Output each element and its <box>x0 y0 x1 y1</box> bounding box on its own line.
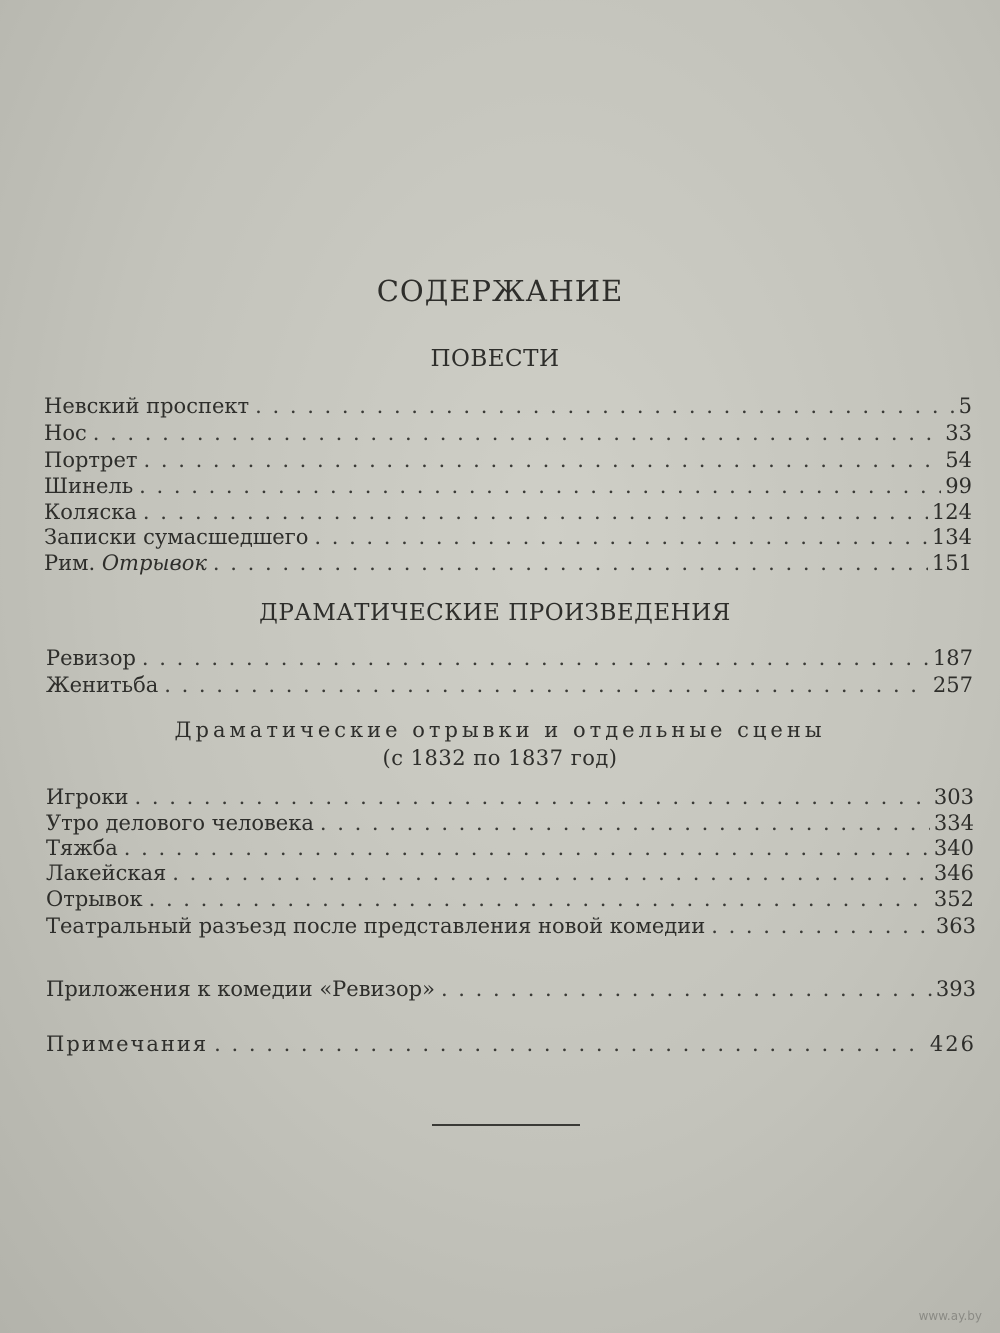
dot-leader <box>164 672 929 698</box>
section-title-fragments: Драматические отрывки и отдельные сцены <box>174 718 826 742</box>
toc-entry-page: 5 <box>958 394 972 418</box>
toc-entry-title <box>44 550 213 576</box>
toc-entry-page: 363 <box>935 914 976 938</box>
dot-leader <box>149 886 930 912</box>
toc-entry-page: 33 <box>945 421 972 445</box>
section-title-drama: ДРАМАТИЧЕСКИЕ ПРОИЗВЕДЕНИЯ <box>259 600 731 626</box>
toc-entry-page: 134 <box>931 525 972 549</box>
dot-leader <box>135 784 930 810</box>
toc-entry-page: 54 <box>945 448 972 472</box>
toc-entry-page: 124 <box>931 500 972 524</box>
closing-rule <box>432 1124 580 1126</box>
toc-entry-page: 187 <box>932 646 973 670</box>
toc-entry-title: Коляска <box>44 500 137 524</box>
toc-entry-title: Игроки <box>46 785 129 809</box>
toc-entry[interactable] <box>44 524 972 550</box>
toc-entry[interactable] <box>44 447 972 473</box>
toc-entry[interactable] <box>44 550 972 576</box>
dot-leader <box>143 499 928 525</box>
toc-entry-title: Записки сумасшедшего <box>44 525 309 549</box>
dot-leader <box>139 473 941 499</box>
dot-leader <box>172 860 930 886</box>
toc-entry-page: 151 <box>931 551 972 575</box>
dot-leader <box>124 835 930 861</box>
dot-leader <box>213 550 928 576</box>
watermark: www.ay.by <box>918 1309 982 1323</box>
toc-entry-title: Лакейская <box>46 861 167 885</box>
toc-entry-page: 99 <box>945 474 972 498</box>
toc-entry[interactable] <box>46 810 974 836</box>
toc-entry-page: 334 <box>933 811 974 835</box>
toc-entry-page: 257 <box>932 673 973 697</box>
toc-entry-title: Нос <box>44 421 87 445</box>
dot-leader <box>255 393 954 419</box>
toc-entry[interactable] <box>44 499 972 525</box>
toc-entry-page: 426 <box>929 1032 976 1056</box>
toc-entry[interactable] <box>46 976 976 1002</box>
toc-entry-title: Театральный разъезд после представления новой комедии <box>46 914 706 938</box>
toc-entry-title: Невский проспект <box>44 394 250 418</box>
toc-entry-page: 346 <box>933 861 974 885</box>
toc-entry-page: 393 <box>935 977 976 1001</box>
toc-entry-title: Ревизор <box>46 646 136 670</box>
toc-entry-title: Отрывок <box>46 887 143 911</box>
dot-leader <box>142 645 929 671</box>
toc-entry-title: Приложения к комедии «Ревизор» <box>46 977 435 1001</box>
toc-entry-title: Портрет <box>44 448 138 472</box>
toc-entry-title: Утро делового человека <box>46 811 314 835</box>
toc-entry-page: 340 <box>933 836 974 860</box>
toc-entry[interactable] <box>46 1031 976 1057</box>
dot-leader <box>441 976 932 1002</box>
toc-entry-title-italic: Отрывок <box>101 551 207 575</box>
toc-entry[interactable] <box>46 645 973 671</box>
dot-leader <box>214 1031 926 1057</box>
toc-entry-title: Шинель <box>44 474 134 498</box>
dot-leader <box>314 524 928 550</box>
toc-entry-title: Примечания <box>46 1032 209 1056</box>
section-subtitle-years: (с 1832 по 1837 год) <box>382 746 618 770</box>
toc-entry-title: Тяжба <box>46 836 118 860</box>
page-title: СОДЕРЖАНИЕ <box>376 274 624 308</box>
dot-leader <box>144 447 942 473</box>
toc-entry[interactable] <box>46 886 974 912</box>
toc-entry[interactable] <box>44 473 972 499</box>
dot-leader <box>711 913 932 939</box>
dot-leader <box>320 810 930 836</box>
section-title-povesti: ПОВЕСТИ <box>430 346 560 372</box>
toc-entry[interactable] <box>46 835 974 861</box>
toc-entry-title: Женитьба <box>46 673 159 697</box>
dot-leader <box>93 420 942 446</box>
toc-entry[interactable] <box>44 393 972 419</box>
toc-entry[interactable] <box>46 913 976 939</box>
toc-entry[interactable] <box>44 420 972 446</box>
toc-entry-page: 352 <box>933 887 974 911</box>
toc-entry-title-prefix: Рим. <box>44 551 96 575</box>
toc-entry-page: 303 <box>933 785 974 809</box>
toc-entry[interactable] <box>46 672 973 698</box>
toc-entry[interactable] <box>46 784 974 810</box>
toc-entry[interactable] <box>46 860 974 886</box>
